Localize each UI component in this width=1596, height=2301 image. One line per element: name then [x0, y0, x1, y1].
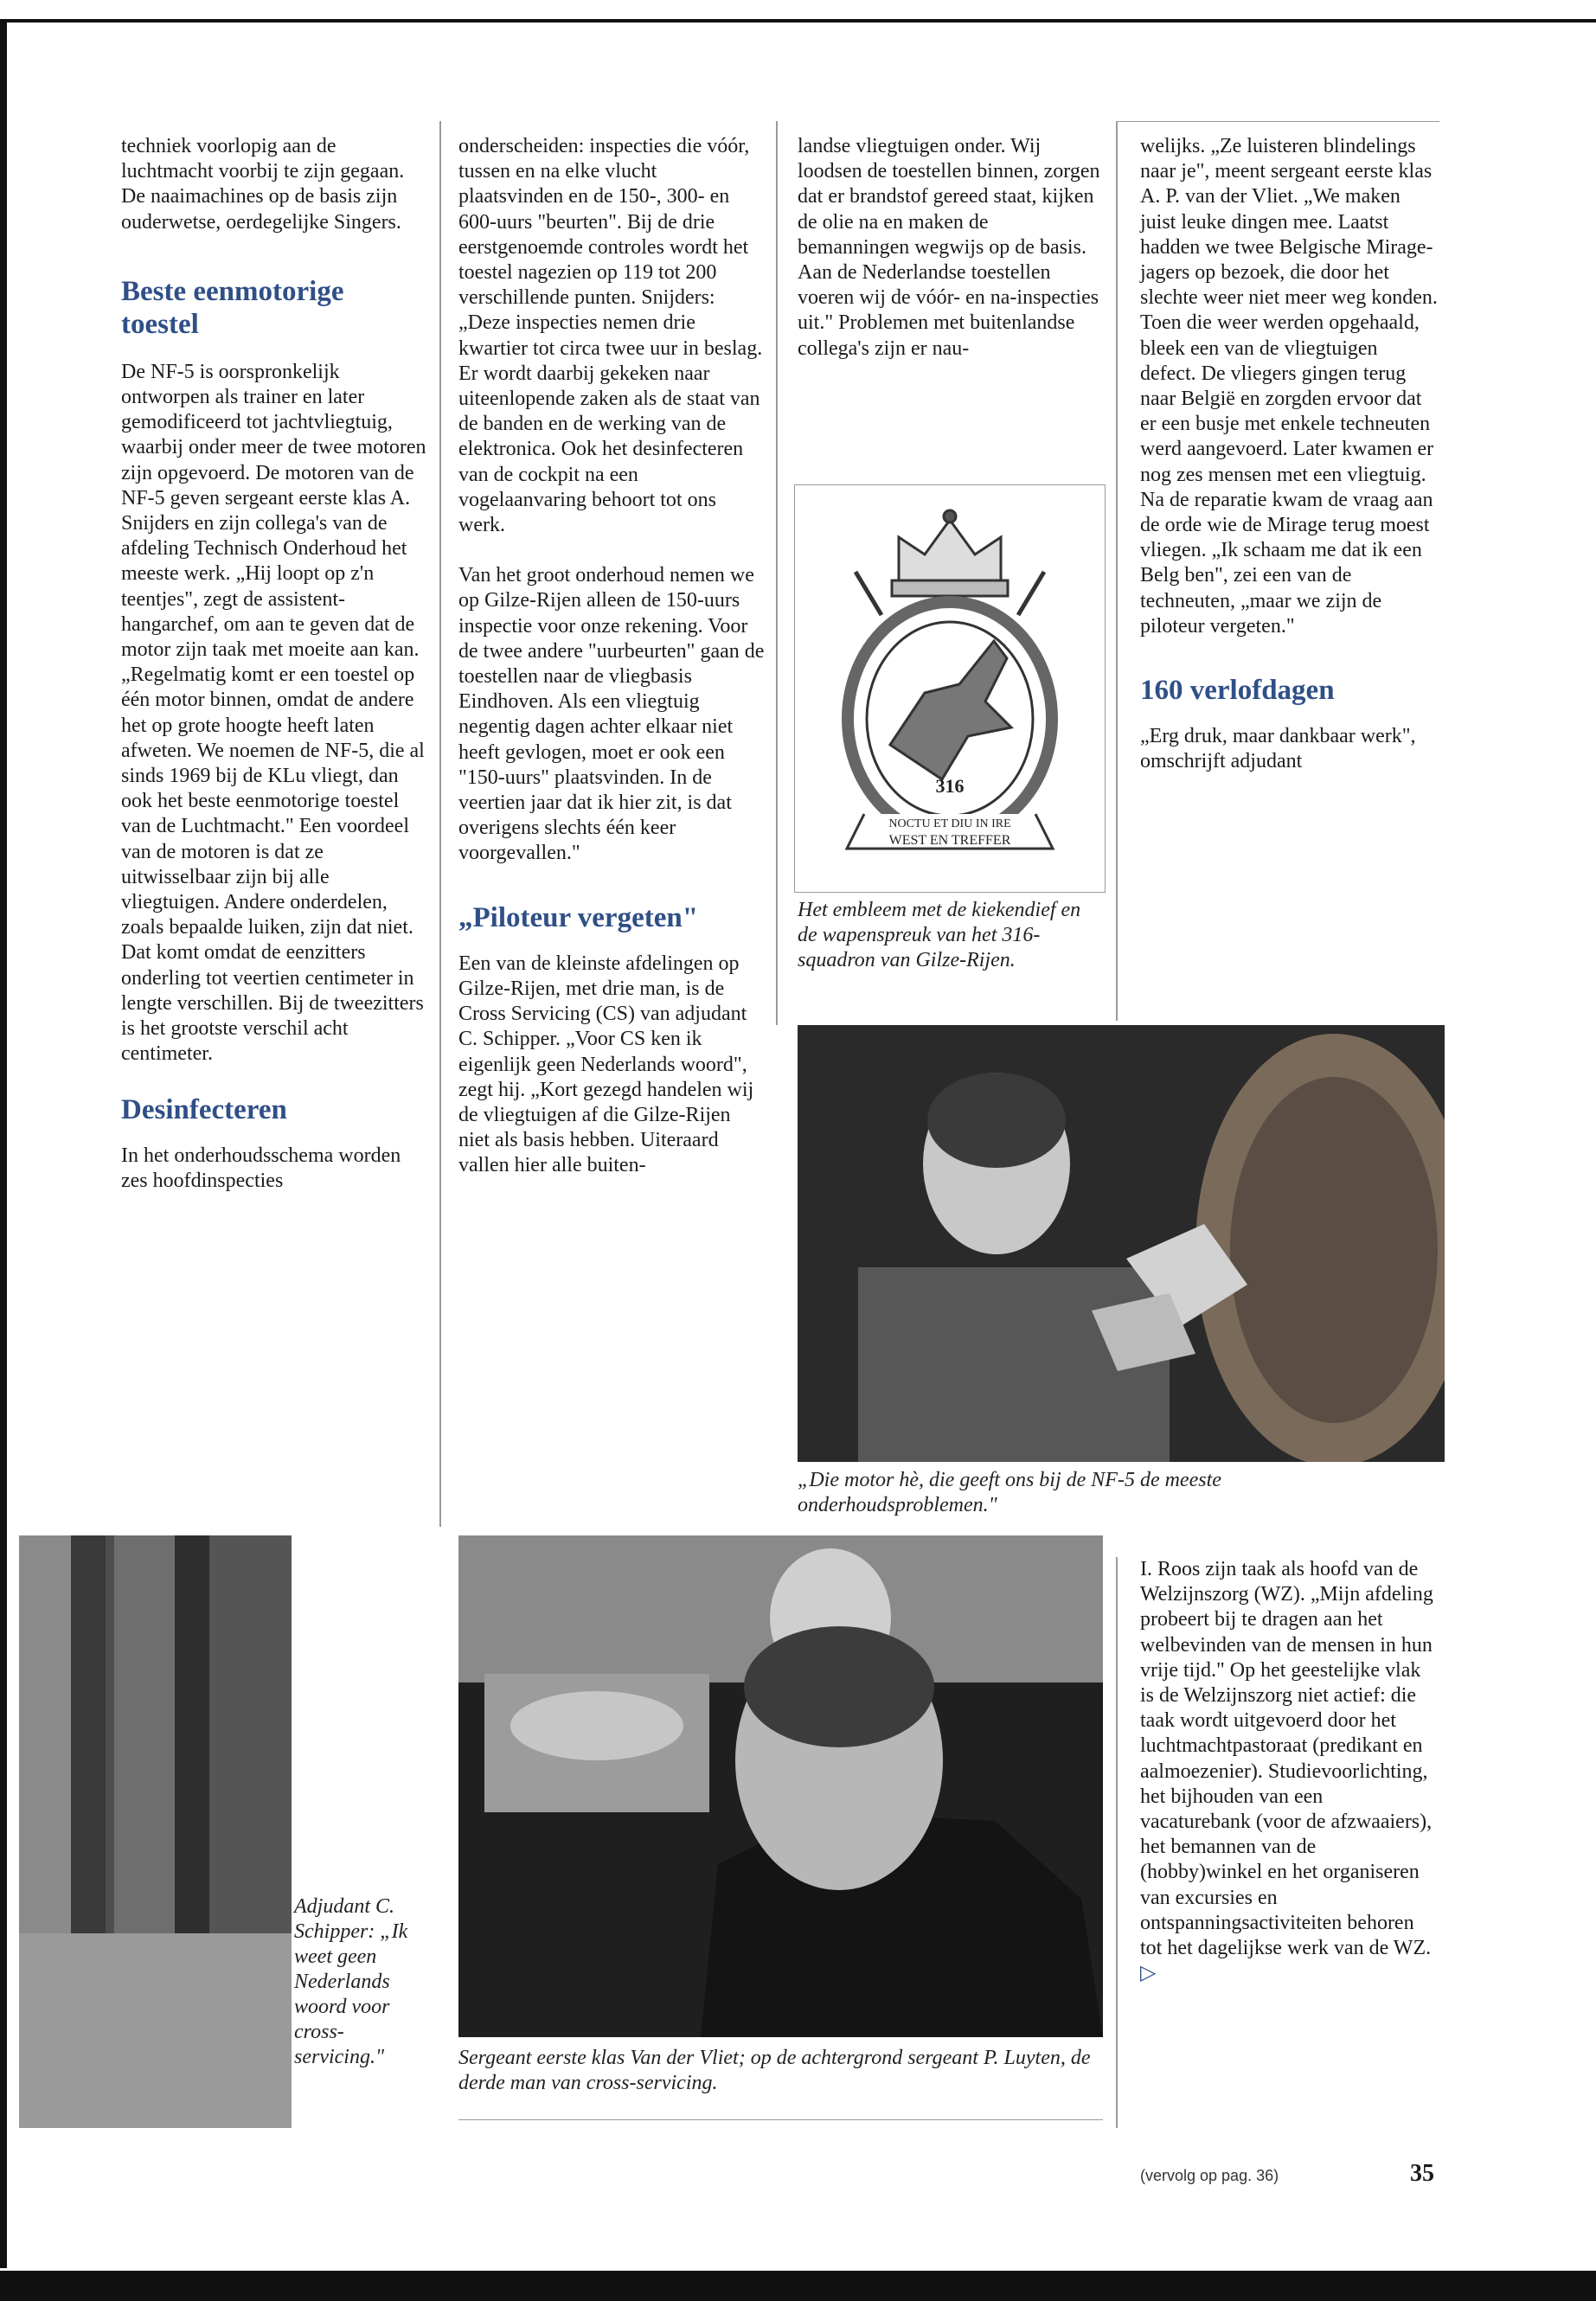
column-2 — [458, 134, 766, 1179]
left-border — [0, 19, 7, 2268]
column-rule — [776, 121, 778, 1025]
photo-vliet — [458, 1535, 1103, 2037]
column-3 — [798, 134, 1105, 362]
col2-paragraph: Een van de kleinste afdelingen op Gilze-Rijen, met drie man, is de Cross Servicing (CS) van adjudant C. Schipper. „Voor CS ken ik eigenlijk geen Nederlands woord", zegt hij. „Kort gezegd handelen wij de vliegtuigen af die Gilze-Rijen niet als basis hebben. Uiteraard vallen hier alle buiten- — [458, 952, 754, 1177]
column-4-continuation — [1140, 1557, 1439, 1986]
photo-schipper-caption: Adjudant C. Schipper: „Ik weet geen Nederlands woord voor cross-servicing." — [294, 1895, 408, 2068]
column-rule — [1116, 121, 1118, 1021]
col1-paragraph: De NF-5 is oorspronkelijk ontworpen als trainer en later gemodificeerd tot jachtvliegtuig, waarbij onder meer de twee motoren zijn opgevoerd. De motoren van de NF-5 geven sergeant eerste klas A. Snijders en zijn collega's van de afdeling Technisch Onderhoud het meeste werk. „Hij loopt op z'n teentjes", zegt de assistent-hangarchef, om aan te geven dat de motor zijn taak met moeite aan kan. „Regelmatig komt er een toestel op één motor binnen, omdat de andere het op grote hoogte heeft laten afweten. We noemen de NF-5, die al sinds 1969 bij de KLu vliegt, dan ook het beste eenmotorige toestel van de Luchtmacht." Een voordeel van de motoren is dat ze uitwisselbaar zijn bij alle vliegtuigen. Andere onderdelen, zoals bepaalde luiken, zijn dat niet. Dat komt omdat de eenzitters onderling tot veertien centimeter in lengte verschillen. Bij de tweezitters is het grootste verschil acht centimeter. — [121, 360, 426, 1066]
heading-desinfecteren: Desinfecteren — [121, 1093, 287, 1125]
col4-paragraph — [1140, 1557, 1439, 1986]
photo-motor-graphic — [798, 1025, 1445, 1462]
col2-paragraph: onderscheiden: inspecties die vóór, tussen en na elke vlucht plaatsvinden en de 150-, 300- en 600-uurs "beurten". Bij de drie eerstgenoemde controles wordt het toestel nagezien op 119 tot 200 verschillende punten. Snijders: „Deze inspecties nemen drie kwartier tot circa twee uur in beslag. Er wordt daarbij gekeken naar uiteenlopende zaken als de staat van de banden en de werking van de elektronica. Ook het desinfecteren van de cockpit na een vogelaanvaring behoort tot ons werk. — [458, 135, 763, 537]
emblem-caption: Het embleem met de kiekendief en de wapenspreuk van het 316-squadron van Gilze-Rijen. — [798, 899, 1081, 971]
continue-arrow-icon: ▷ — [1140, 1962, 1157, 1985]
page-number: 35 — [1410, 2160, 1434, 2187]
heading-160-verlofdagen: 160 verlofdagen — [1140, 675, 1335, 707]
continued-note: (vervolg op pag. 36) — [1140, 2167, 1279, 2184]
photo-motor — [798, 1025, 1445, 1462]
squadron-emblem — [794, 484, 1106, 893]
emblem-motto: WEST EN TREFFER — [888, 833, 1011, 848]
col4-paragraph: „Erg druk, maar dankbaar werk", omschrijft adjudant — [1140, 725, 1416, 773]
photo-vliet-graphic — [458, 1535, 1103, 2037]
bottom-border — [0, 2271, 1596, 2301]
photo-vliet-caption: Sergeant eerste klas Van der Vliet; op de achtergrond sergeant P. Luyten, de derde man van cross-servicing. — [458, 2047, 1091, 2094]
col3-paragraph: landse vliegtuigen onder. Wij loodsen de toestellen binnen, zorgen dat er brandstof gereed staat, kijken de olie na en maken de bemanningen wegwijs op de basis. Aan de Nederlandse toestellen voeren wij de vóór- en na-inspecties uit." Problemen met buitenlandse collega's zijn er nau- — [798, 135, 1100, 360]
photo-schipper — [19, 1535, 292, 2128]
col1-paragraph: techniek voorlopig aan de luchtmacht voorbij te zijn gegaan. De naaimachines op de basis zijn ouderwetse, oerdegelijke Singers. — [121, 135, 405, 234]
column-rule — [439, 121, 441, 1527]
caption-rule — [458, 2119, 1103, 2120]
top-rule — [1118, 121, 1439, 122]
col1-paragraph: In het onderhoudsschema worden zes hoofdinspecties — [121, 1144, 401, 1192]
emblem-motto-top: NOCTU ET DIU IN IRE — [888, 817, 1011, 830]
column-rule — [1116, 1557, 1118, 2128]
photo-motor-caption: „Die motor hè, die geeft ons bij de NF-5 de meeste onderhoudsproblemen." — [798, 1469, 1221, 1516]
column-1 — [121, 134, 428, 1194]
col4-paragraph-text: I. Roos zijn taak als hoofd van de Welzijnszorg (WZ). „Mijn afdeling probeert bij te dragen aan het welbevinden van de mensen in hun vrije tijd." Op het geestelijke vlak is de Welzijnszorg niet actief: die taak wordt uitgevoerd door het luchtmachtpastoraat (predikant en aalmoezenier). Studievoorlichting, het bijhouden van een vacaturebank (voor de afzwaaiers), het bemannen van de (hobby)winkel en het organiseren van excursies en ontspanningsactiviteiten behoren tot het dagelijkse werk van de WZ. — [1140, 1558, 1433, 1960]
top-border — [0, 19, 1596, 22]
col4-paragraph: welijks. „Ze luisteren blindelings naar je", meent sergeant eerste klas A. P. van der Vliet. „We maken juist leuke dingen mee. Laatst hadden we twee Belgische Mirage-jagers op bezoek, die door het slechte weer niet meer weg konden. Toen die weer werden opgehaald, bleek een van de vliegtuigen defect. De vliegers gingen terug naar België en zorgden ervoor dat er een busje met enkele techneuten werd aangevoerd. Later kwamen er nog zes mensen met een vliegtuig. Na de reparatie kwam de vraag aan de orde wie de Mirage terug moest vliegen. „Ik schaam me dat ik een Belg ben", zei een van de techneuten, „maar we zijn de piloteur vergeten." — [1140, 135, 1438, 638]
heading-beste-eenmotorige: Beste eenmotorige toestel — [121, 275, 344, 340]
heading-piloteur-vergeten: „Piloteur vergeten" — [458, 901, 699, 933]
col2-paragraph: Van het groot onderhoud nemen we op Gilze-Rijen alleen de 150-uurs inspectie voor onze rekening. Voor de twee andere "uurbeurten" gaan de toestellen naar de vliegbasis Eindhoven. Als een vliegtuig negentig dagen achter elkaar niet heeft gevlogen, moet er ook een "150-uurs" plaatsvinden. In de veertien jaar dat ik hier zit, is dat overigens slechts één keer voorgevallen." — [458, 564, 765, 865]
column-4 — [1140, 134, 1439, 774]
photo-schipper-graphic — [19, 1535, 292, 2128]
emblem-number: 316 — [935, 775, 965, 797]
emblem-graphic — [795, 485, 1105, 892]
